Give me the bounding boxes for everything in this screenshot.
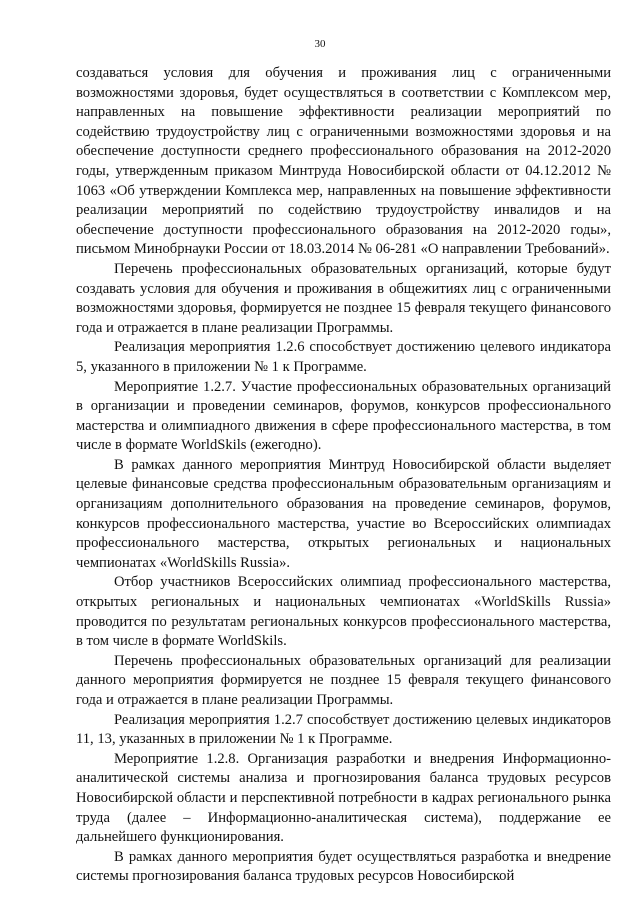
paragraph-org-list-2: Перечень профессиональных образовательных организаций для реализации данного мероприятия формируется не позднее 15 февраля текущего финансового года и отражается в плане реализации Программы. xyxy=(76,652,611,708)
paragraph-measure-1-2-7-result: Реализация мероприятия 1.2.7 способствует достижению целевых индикаторов 11, 13, указанных в приложении № 1 к Программе. xyxy=(76,711,611,748)
paragraph-continuation: создаваться условия для обучения и проживания лиц с ограниченными возможностями здоровья, будет осуществляться в соответствии с Комплексом мер, направленных на повышение эффективности реализации мероприятий по содействию трудоустройству лиц с ограниченными возможностями здоровья и на обеспечение доступности среднего профессионального образования на 2012-2020 годы, утвержденным приказом Минтруда Новосибирской области от 04.12.2012 № 1063 «Об утверждении Комплекса мер, направленных на повышение эффективности реализации мероприятий по содействию трудоустройству инвалидов и на обеспечение доступности профессионального образования на 2012-2020 годы», письмом Минобрнауки России от 18.03.2014 № 06-281 «О направлении Требований». xyxy=(76,65,611,258)
paragraph-selection: Отбор участников Всероссийских олимпиад профессионального мастерства, открытых региональных и национальных чемпионатах «WorldSkills Russia» проводится по результатам региональных конкурсов профессионального мастерства, в том числе в формате WorldSkils. xyxy=(76,574,611,650)
page-number: 30 xyxy=(314,38,326,50)
paragraph-measure-1-2-6-result: Реализация мероприятия 1.2.6 способствует достижению целевого индикатора 5, указанного в приложении № 1 к Программе. xyxy=(76,339,611,375)
paragraph-measure-1-2-8: Мероприятие 1.2.8. Организация разработки и внедрения Информационно-аналитической системы анализа и прогнозирования баланса трудовых ресурсов Новосибирской области и перспективной потребности в кадрах регионального рынка труда (далее – Информационно-аналитическая система), поддержание ее дальнейшего функционирования. xyxy=(76,750,611,846)
document-body xyxy=(76,64,611,887)
paragraph-measure-1-2-8-details: В рамках данного мероприятия будет осуществляться разработка и внедрение системы прогнозирования баланса трудовых ресурсов Новосибирской xyxy=(76,848,611,885)
paragraph-funding: В рамках данного мероприятия Минтруд Новосибирской области выделяет целевые финансовые средства профессиональным образовательным организациям и организациям дополнительного образования на проведение семинаров, форумов, конкурсов профессионального мастерства, участие во Всероссийских олимпиадах профессионального мастерства, открытых региональных и национальных чемпионатах «WorldSkills Russia». xyxy=(76,456,611,571)
paragraph-org-list: Перечень профессиональных образовательных организаций, которые будут создавать условия для обучения и проживания в общежитиях лиц с ограниченными возможностями здоровья, формируется не позднее 15 февраля текущего финансового года и отражается в плане реализации Программы. xyxy=(76,260,611,336)
paragraph-measure-1-2-7: Мероприятие 1.2.7. Участие профессиональных образовательных организаций в организации и проведении семинаров, форумов, конкурсов профессионального мастерства и олимпиадного движения в сфере профессионального мастерства, в том числе в формате WorldSkils (ежегодно). xyxy=(76,378,611,454)
